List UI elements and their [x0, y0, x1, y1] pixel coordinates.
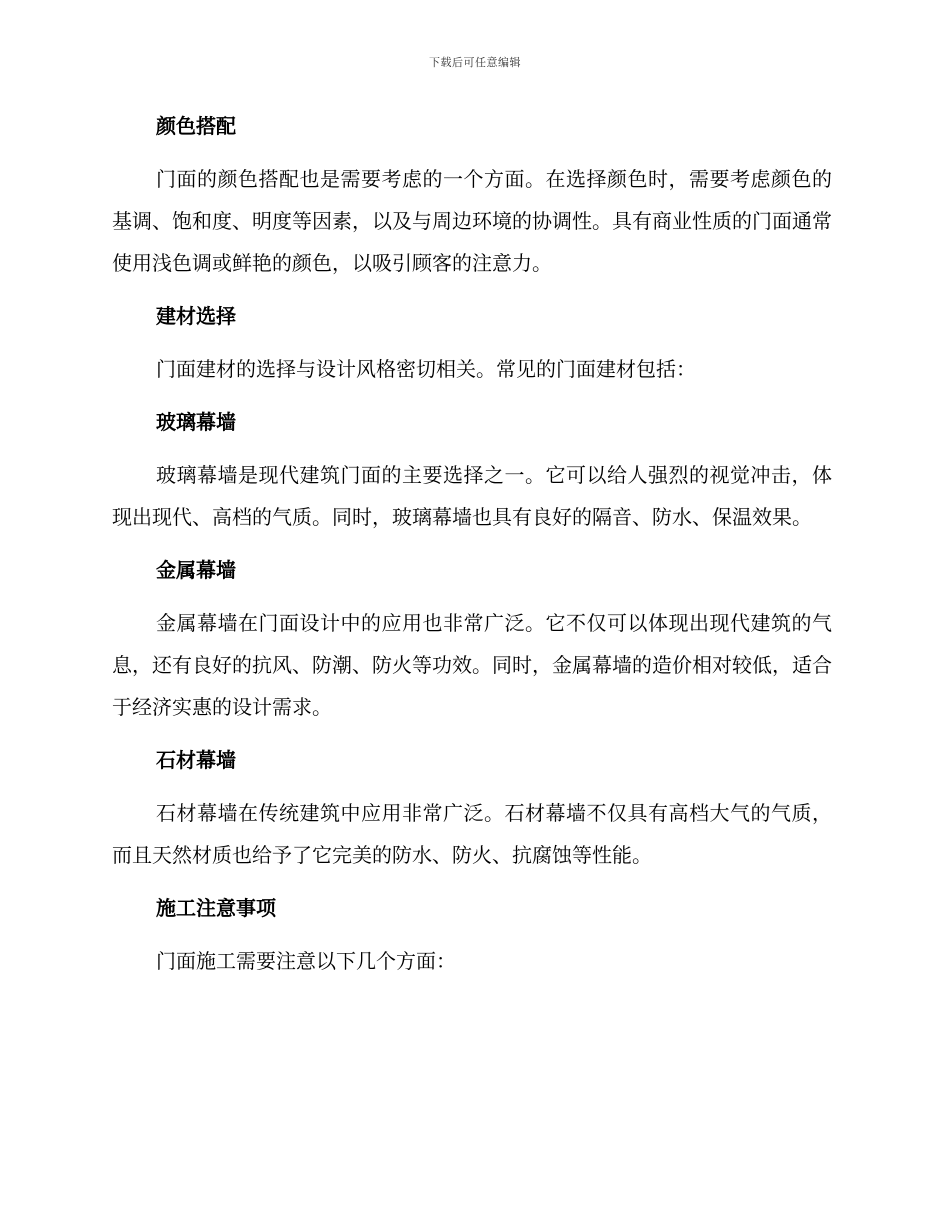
header-note: 下载后可任意编辑: [429, 56, 521, 69]
section-heading-glass-curtain-wall: 玻璃幕墙: [156, 410, 236, 434]
section-paragraph-construction-notes: 门面施工需要注意以下几个方面：: [156, 949, 456, 973]
section-heading-metal-curtain-wall: 金属幕墙: [156, 558, 236, 582]
section-heading-construction-notes: 施工注意事项: [156, 896, 276, 920]
section-paragraph-stone-curtain-wall: 石材幕墙在传统建筑中应用非常广泛。石材幕墙不仅具有高档大气的气质，而且天然材质也给予了它完美的防水、防火、抗腐蚀等性能。: [112, 801, 832, 867]
section-paragraph-color: 门面的颜色搭配也是需要考虑的一个方面。在选择颜色时，需要考虑颜色的基调、饱和度、明度等因素，以及与周边环境的协调性。具有商业性质的门面通常使用浅色调或鲜艳的颜色，以吸引顾客的注意力。: [112, 167, 832, 275]
section-heading-stone-curtain-wall: 石材幕墙: [156, 748, 236, 772]
section-heading-color: 颜色搭配: [156, 114, 236, 138]
section-heading-materials: 建材选择: [156, 304, 236, 328]
section-paragraph-glass-curtain-wall: 玻璃幕墙是现代建筑门面的主要选择之一。它可以给人强烈的视觉冲击，体现出现代、高档的气质。同时，玻璃幕墙也具有良好的隔音、防水、保温效果。: [112, 463, 832, 529]
section-paragraph-metal-curtain-wall: 金属幕墙在门面设计中的应用也非常广泛。它不仅可以体现出现代建筑的气息，还有良好的抗风、防潮、防火等功效。同时，金属幕墙的造价相对较低，适合于经济实惠的设计需求。: [112, 611, 832, 719]
document-body: [112, 106, 832, 994]
section-paragraph-materials: 门面建材的选择与设计风格密切相关。常见的门面建材包括：: [156, 357, 696, 381]
